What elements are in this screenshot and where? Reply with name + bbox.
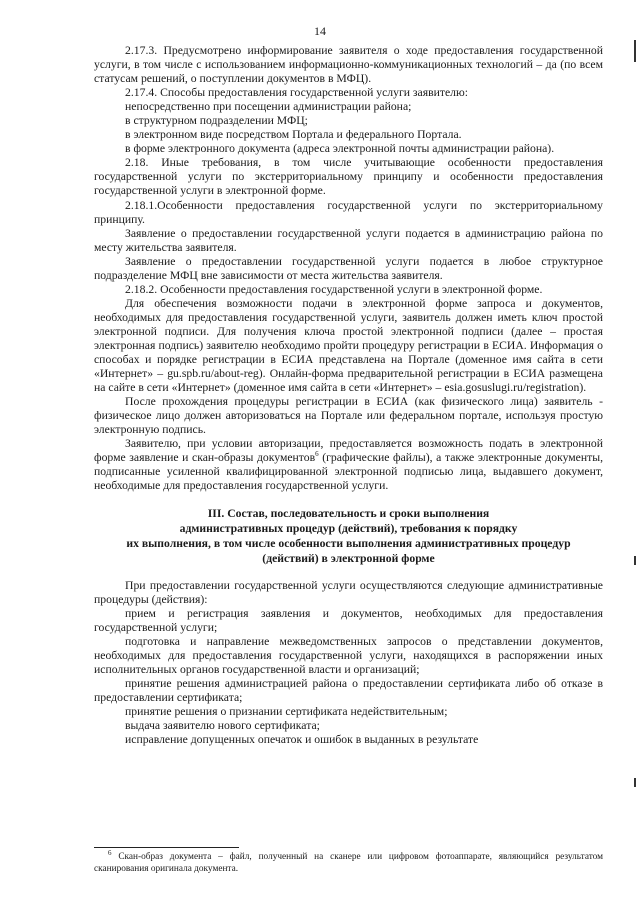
scan-edge-mark (634, 778, 636, 787)
list-item: принятие решения администрацией района о предоставлении сертификата либо об отказе в предоставлении сертификата; (94, 676, 603, 704)
list-item: в электронном виде посредством Портала и федерального Портала. (125, 128, 462, 142)
paragraph: Для обеспечения возможности подачи в электронной форме запроса и документов, необходимых для предоставления государственной услуги, заявитель должен иметь ключ простой электронной подписи. Для получения ключа простой электронной подписи (далее – простая электронная подпись) заявителю необходимо пройти процедуру регистрации в ЕСИА. Информация о способах и порядке регистрации в ЕСИА представлена на Портале (доменное имя сайта в сети «Интернет» – gu.spb.ru/about-reg). Онлайн-форма предварительной регистрации в ЕСИА размещена на сайте в сети «Интернет» (доменное имя сайта в сети «Интернет» – esia.gosuslugi.ru/registration). (94, 296, 603, 395)
paragraph: Заявление о предоставлении государственной услуги подается в администрацию района по месту жительства заявителя. (94, 226, 603, 254)
page-body (94, 44, 603, 747)
paragraph-scan-images (94, 437, 603, 493)
list-item: исправление допущенных опечаток и ошибок в выданных в результате (125, 733, 479, 747)
paragraph: 2.17.4. Способы предоставления государственной услуги заявителю: (125, 86, 468, 100)
paragraph: 2.18.1.Особенности предоставления государственной услуги по экстерриториальному принципу. (94, 198, 603, 226)
paragraph: 2.17.3. Предусмотрено информирование заявителя о ходе предоставления государственной услуги, в том числе с использованием информационно-коммуникационных технологий – да (по всем статусам решений, о поступлении документов в МФЦ). (94, 44, 603, 86)
paragraph-text: (графические файлы), а также электронные документы, подписанные усиленной квалифицированной электронной подписью лица, выдавшего документ, необходимые для предоставления государственной услуги. (94, 451, 603, 493)
paragraph-text: Заявителю, при условии авторизации, предоставляется возможность подать в электронной форме заявление и скан-образы документов (94, 437, 603, 465)
list-item: в форме электронного документа (адреса электронной почты администрации района). (125, 142, 555, 156)
footnote-divider (94, 847, 239, 848)
list-item: в структурном подразделении МФЦ; (125, 114, 308, 128)
paragraph: При предоставлении государственной услуги осуществляются следующие административные процедуры (действия): (94, 578, 603, 606)
page-number: 14 (314, 24, 326, 38)
footnote-reference: 6 (315, 450, 319, 459)
paragraph: После прохождения процедуры регистрации в ЕСИА (как физического лица) заявитель - физическое лицо должен авторизоваться на Портале или федеральном портале, используя простую электронную подпись. (94, 395, 603, 437)
footnote-mark: 6 (108, 848, 112, 857)
paragraph: Заявление о предоставлении государственной услуги подается в любое структурное подразделение МФЦ вне зависимости от места жительства заявителя. (94, 254, 603, 282)
heading-line: их выполнения, в том числе особенности выполнения административных процедур (126, 536, 571, 550)
heading-line: (действий) в электронной форме (262, 551, 435, 565)
heading-line: административных процедур (действий), требования к порядку (179, 521, 518, 535)
list-item: принятие решения о признании сертификата недействительным; (125, 704, 448, 718)
scan-edge-mark (634, 40, 636, 62)
footnote (94, 848, 603, 875)
list-item: прием и регистрация заявления и документов, необходимых для предоставления государственной услуги; (94, 606, 603, 634)
heading-line: III. Состав, последовательность и сроки выполнения (207, 506, 490, 520)
footnote-text: Скан-образ документа – файл, полученный на сканере или цифровом фотоаппарате, являющийся результатом сканирования оригинала документа. (94, 852, 603, 874)
list-item: выдача заявителю нового сертификата; (125, 718, 320, 732)
scan-edge-mark (634, 556, 636, 565)
paragraph: 2.18.2. Особенности предоставления государственной услуги в электронной форме. (125, 282, 543, 296)
list-item: подготовка и направление межведомственных запросов о представлении документов, необходимых для предоставления государственной услуги, находящихся в распоряжении иных исполнительных органов государственной власти и организаций; (94, 634, 603, 676)
section-heading (94, 506, 603, 566)
list-item: непосредственно при посещении администрации района; (125, 100, 412, 114)
paragraph: 2.18. Иные требования, в том числе учитывающие особенности предоставления государственной услуги по экстерриториальному принципу и особенности предоставления государственной услуги в электронной форме. (94, 156, 603, 198)
